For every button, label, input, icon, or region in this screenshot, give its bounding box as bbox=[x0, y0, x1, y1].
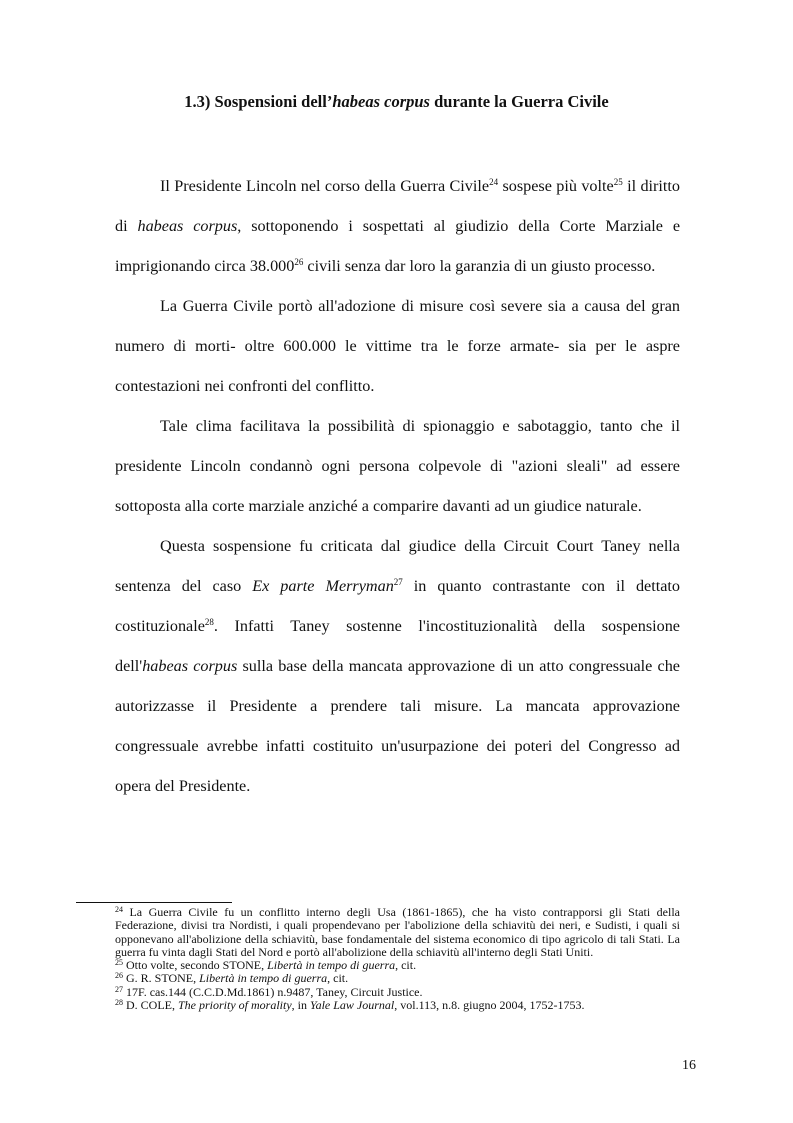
footnote-28 bbox=[115, 999, 680, 1012]
footnote-ref: 24 bbox=[489, 177, 499, 187]
paragraph-3: Tale clima facilitava la possibilità di spionaggio e sabotaggio, tanto che il presidente Lincoln condannò ogni persona colpevole di "azioni sleali" ad essere sottoposta alla corte marziale anziché a comparire davanti ad un giudice naturale. bbox=[115, 417, 680, 515]
text-run: civili senza dar loro la garanzia di un giusto processo. bbox=[303, 257, 656, 275]
footnote-text: , cit. bbox=[395, 958, 417, 973]
paragraph-2: La Guerra Civile portò all'adozione di misure così severe sia a causa del gran numero di morti- oltre 600.000 le vittime tra le forze armate- sia per le aspre contestazioni nei confronti del conflitto. bbox=[115, 297, 680, 395]
body-text bbox=[115, 166, 680, 806]
text-run: in quanto contrastante con il dettato costituzionale bbox=[115, 577, 680, 635]
footnote-text: Otto volte, secondo STONE, bbox=[123, 958, 268, 973]
footnote-text: 17F. cas.144 (C.C.D.Md.1861) n.9487, Taney, Circuit Justice. bbox=[123, 984, 423, 999]
footnote-24 bbox=[115, 906, 680, 959]
italic-run: habeas corpus bbox=[137, 217, 238, 235]
footnote-ref: 25 bbox=[613, 177, 623, 187]
footnotes bbox=[115, 906, 680, 1012]
footnote-ref: 28 bbox=[204, 617, 214, 627]
footnote-text: D. COLE, bbox=[123, 998, 178, 1013]
footnote-italic: Libertà in tempo di guerra bbox=[267, 958, 396, 973]
heading-text: 1.3) Sospensioni dell’ bbox=[184, 92, 333, 111]
paragraph-1 bbox=[115, 166, 680, 286]
footnote-separator bbox=[76, 902, 232, 903]
footnote-text: La Guerra Civile fu un conflitto interno degli Usa (1861-1865), che ha visto contrapporsi gli Stati della Federazione, divisi tra Nordisti, i quali propendevano per l'abolizione della schiavitù dei neri, e Sudisti, i quali si opponevano all'abolizione della schiavitù, base fondamentale del sistema economico di tipo agricolo di tali Stati. La guerra fu vinta dagli Stati del Nord e portò all'abolizione della schiavitù all'interno degli Stati Uniti. bbox=[115, 905, 680, 959]
footnote-26 bbox=[115, 972, 680, 985]
heading-italic: habeas corpus bbox=[332, 92, 430, 111]
text-run: . Infatti Taney sostenne l'incostituzionalità della sospensione dell' bbox=[115, 617, 680, 675]
paragraph-4 bbox=[115, 526, 680, 806]
footnote-ref: 27 bbox=[393, 577, 403, 587]
footnote-text: G. R. STONE, bbox=[123, 971, 200, 986]
text-run: il diritto di bbox=[115, 177, 681, 235]
footnote-number: 25 bbox=[115, 958, 123, 968]
footnote-italic: The priority of morality bbox=[178, 998, 292, 1013]
footnote-number: 28 bbox=[115, 998, 123, 1008]
footnote-italic: Libertà in tempo di guerra bbox=[199, 971, 328, 986]
italic-run: Ex parte Merryman bbox=[252, 577, 394, 595]
page-number: 16 bbox=[682, 1058, 696, 1073]
text-run: sospese più volte bbox=[498, 177, 614, 195]
text-run: Il Presidente Lincoln nel corso della Guerra Civile bbox=[160, 177, 490, 195]
footnote-ref: 26 bbox=[294, 257, 304, 267]
text-run: , sottoponendo i sospettati al giudizio della Corte Marziale e imprigionando circa 38.000 bbox=[115, 217, 681, 275]
italic-run: habeas corpus bbox=[142, 657, 238, 675]
heading-text-end: durante la Guerra Civile bbox=[429, 92, 609, 111]
footnote-number: 24 bbox=[115, 905, 123, 914]
footnote-text: , cit. bbox=[327, 971, 349, 986]
section-heading bbox=[0, 92, 793, 112]
footnote-number: 27 bbox=[115, 984, 123, 994]
text-run: sulla base della mancata approvazione di un atto congressuale che autorizzasse il Presidente a prendere tali misure. La mancata approvazione congressuale avrebbe infatti costituito un'usurpazione dei poteri del Congresso ad opera del Presidente. bbox=[115, 657, 680, 795]
text-run: Questa sospensione fu criticata dal giudice della Circuit Court Taney nella sentenza del caso bbox=[115, 537, 680, 595]
footnote-text: , in bbox=[291, 998, 311, 1013]
footnote-text: , vol.113, n.8. giugno 2004, 1752-1753. bbox=[394, 998, 585, 1013]
footnote-italic: Yale Law Journal bbox=[310, 998, 395, 1013]
footnote-25 bbox=[115, 959, 680, 972]
footnote-number: 26 bbox=[115, 971, 123, 981]
footnote-27 bbox=[115, 986, 680, 999]
